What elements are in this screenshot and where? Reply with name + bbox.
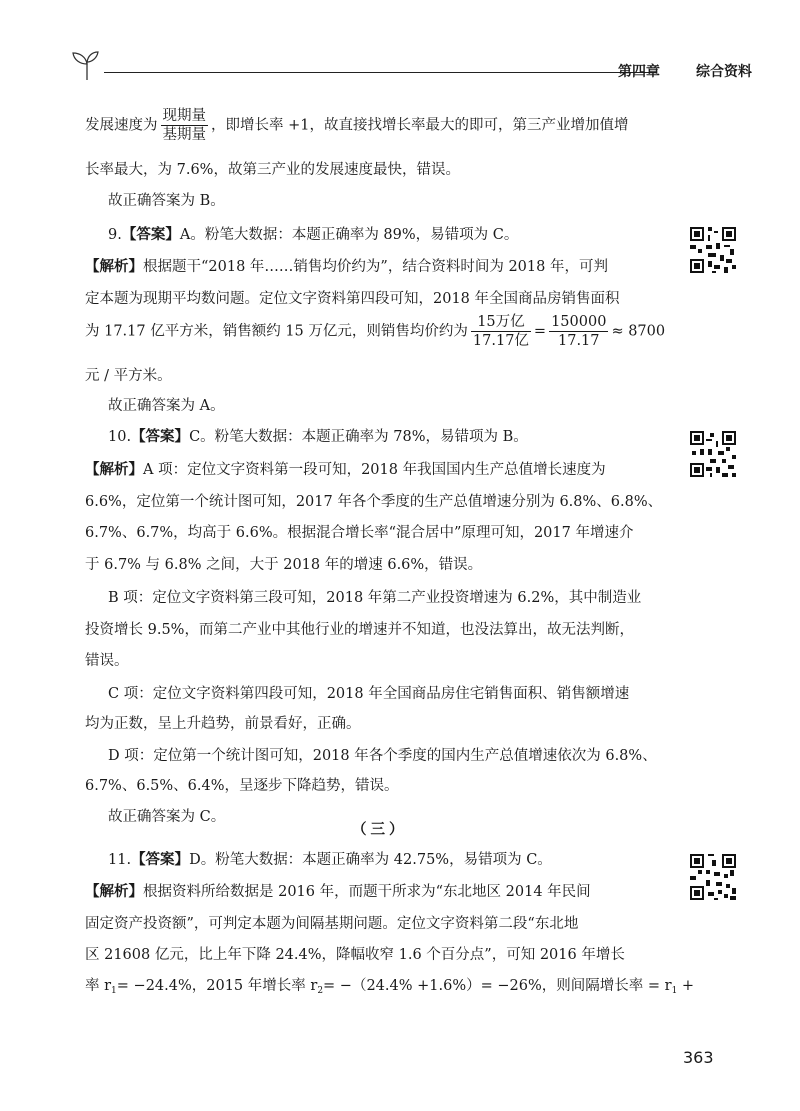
question-10-answer: 10.【答案】C。粉笔大数据：本题正确率为 78%，易错项为 B。 bbox=[108, 428, 528, 445]
text-line: 元 / 平方米。 bbox=[85, 368, 172, 384]
question-9-answer: 9.【答案】A。粉笔大数据：本题正确率为 89%，易错项为 C。 bbox=[108, 226, 519, 243]
question-11-analysis: 【解析】根据资料所给数据是 2016 年，而题干所求为“东北地区 2014 年民间 bbox=[85, 883, 591, 900]
fraction: $\frac{\text{现期量}}{\text{基期量}}$ bbox=[162, 108, 206, 143]
question-11-answer: 11.【答案】D。粉笔大数据：本题正确率为 42.75%，易错项为 C。 bbox=[108, 851, 552, 868]
text-line: C 项：定位文字资料第四段可知，2018 年全国商品房住宅销售面积、销售额增速 bbox=[108, 686, 630, 702]
text-line: 于 6.7% 与 6.8% 之间，大于 2018 年的增速 6.6%，错误。 bbox=[85, 557, 483, 573]
chapter-label: 第四章 bbox=[618, 64, 660, 80]
section-heading: （三） bbox=[352, 821, 408, 838]
text-line: 发展速度为 $\frac{\text{现期量}}{\text{基期量}}$ ，即增长率 +1，故直接找增长率最大的即可，第三产业增加值增 bbox=[85, 108, 629, 143]
text-line: 率 $r_1= -24.4\%$，2015 年增长率 $r_2= -(24.4\% +1.6\%)= -26\%$，则间隔增长率 = $r_1$ + bbox=[85, 978, 695, 996]
answer-line: 故正确答案为 B。 bbox=[108, 193, 225, 209]
text-line: 长率最大，为 7.6%，故第三产业的发展速度最快，错误。 bbox=[85, 162, 460, 178]
text-line: 定本题为现期平均数问题。定位文字资料第四段可知，2018 年全国商品房销售面积 bbox=[85, 291, 620, 307]
fraction: $\frac{\text{15万亿}}{\text{17.17亿}}$ bbox=[472, 314, 529, 349]
page-header bbox=[70, 48, 775, 88]
text-line: 6.6%，定位第一个统计图可知，2017 年各个季度的生产总值增速分别为 6.8%、6.8%、 bbox=[85, 494, 663, 510]
question-10-analysis: 【解析】A 项：定位文字资料第一段可知，2018 年我国国内生产总值增长速度为 bbox=[85, 461, 606, 478]
text-line: B 项：定位文字资料第三段可知，2018 年第二产业投资增速为 6.2%，其中制造业 bbox=[108, 590, 642, 606]
text-line: 均为正数，呈上升趋势，前景看好，正确。 bbox=[85, 716, 361, 732]
section-label: 综合资料 bbox=[696, 64, 752, 80]
text-line: 固定资产投资额”，可判定本题为间隔基期问题。定位文字资料第二段“东北地 bbox=[85, 916, 579, 932]
sprout-icon bbox=[70, 48, 104, 82]
text-line: 6.7%、6.7%，均高于 6.6%。根据混合增长率“混合居中”原理可知，2017 年增速介 bbox=[85, 525, 634, 541]
page-number: 363 bbox=[683, 1048, 714, 1067]
header-rule bbox=[104, 72, 656, 73]
fraction: $\frac{150000}{17.17}$ bbox=[551, 314, 607, 349]
text-line: 6.7%、6.5%、6.4%，呈逐步下降趋势，错误。 bbox=[85, 778, 399, 794]
text-line: 错误。 bbox=[85, 653, 129, 669]
answer-line: 故正确答案为 C。 bbox=[108, 809, 226, 825]
qr-code-icon[interactable] bbox=[688, 852, 738, 902]
question-9-analysis: 【解析】根据题干“2018 年……销售均价约为”，结合资料时间为 2018 年，可判 bbox=[85, 258, 608, 275]
qr-code-icon[interactable] bbox=[688, 225, 738, 275]
text-line: D 项：定位第一个统计图可知，2018 年各个季度的国内生产总值增速依次为 6.8%、 bbox=[108, 748, 657, 764]
answer-line: 故正确答案为 A。 bbox=[108, 398, 225, 414]
qr-code-icon[interactable] bbox=[688, 429, 738, 479]
text-line: 投资增长 9.5%，而第二产业中其他行业的增速并不知道，也没法算出，故无法判断， bbox=[85, 622, 634, 638]
text-line: 为 17.17 亿平方米，销售额约 15 万亿元，则销售均价约为 $\frac{\text{15万亿}}{\text{17.17亿}}$ = $\frac{150000}{17.17}$ ≈ 8700 bbox=[85, 314, 666, 349]
text-line: 区 21608 亿元，比上年下降 24.4%，降幅收窄 1.6 个百分点”，可知 2016 年增长 bbox=[85, 947, 625, 963]
